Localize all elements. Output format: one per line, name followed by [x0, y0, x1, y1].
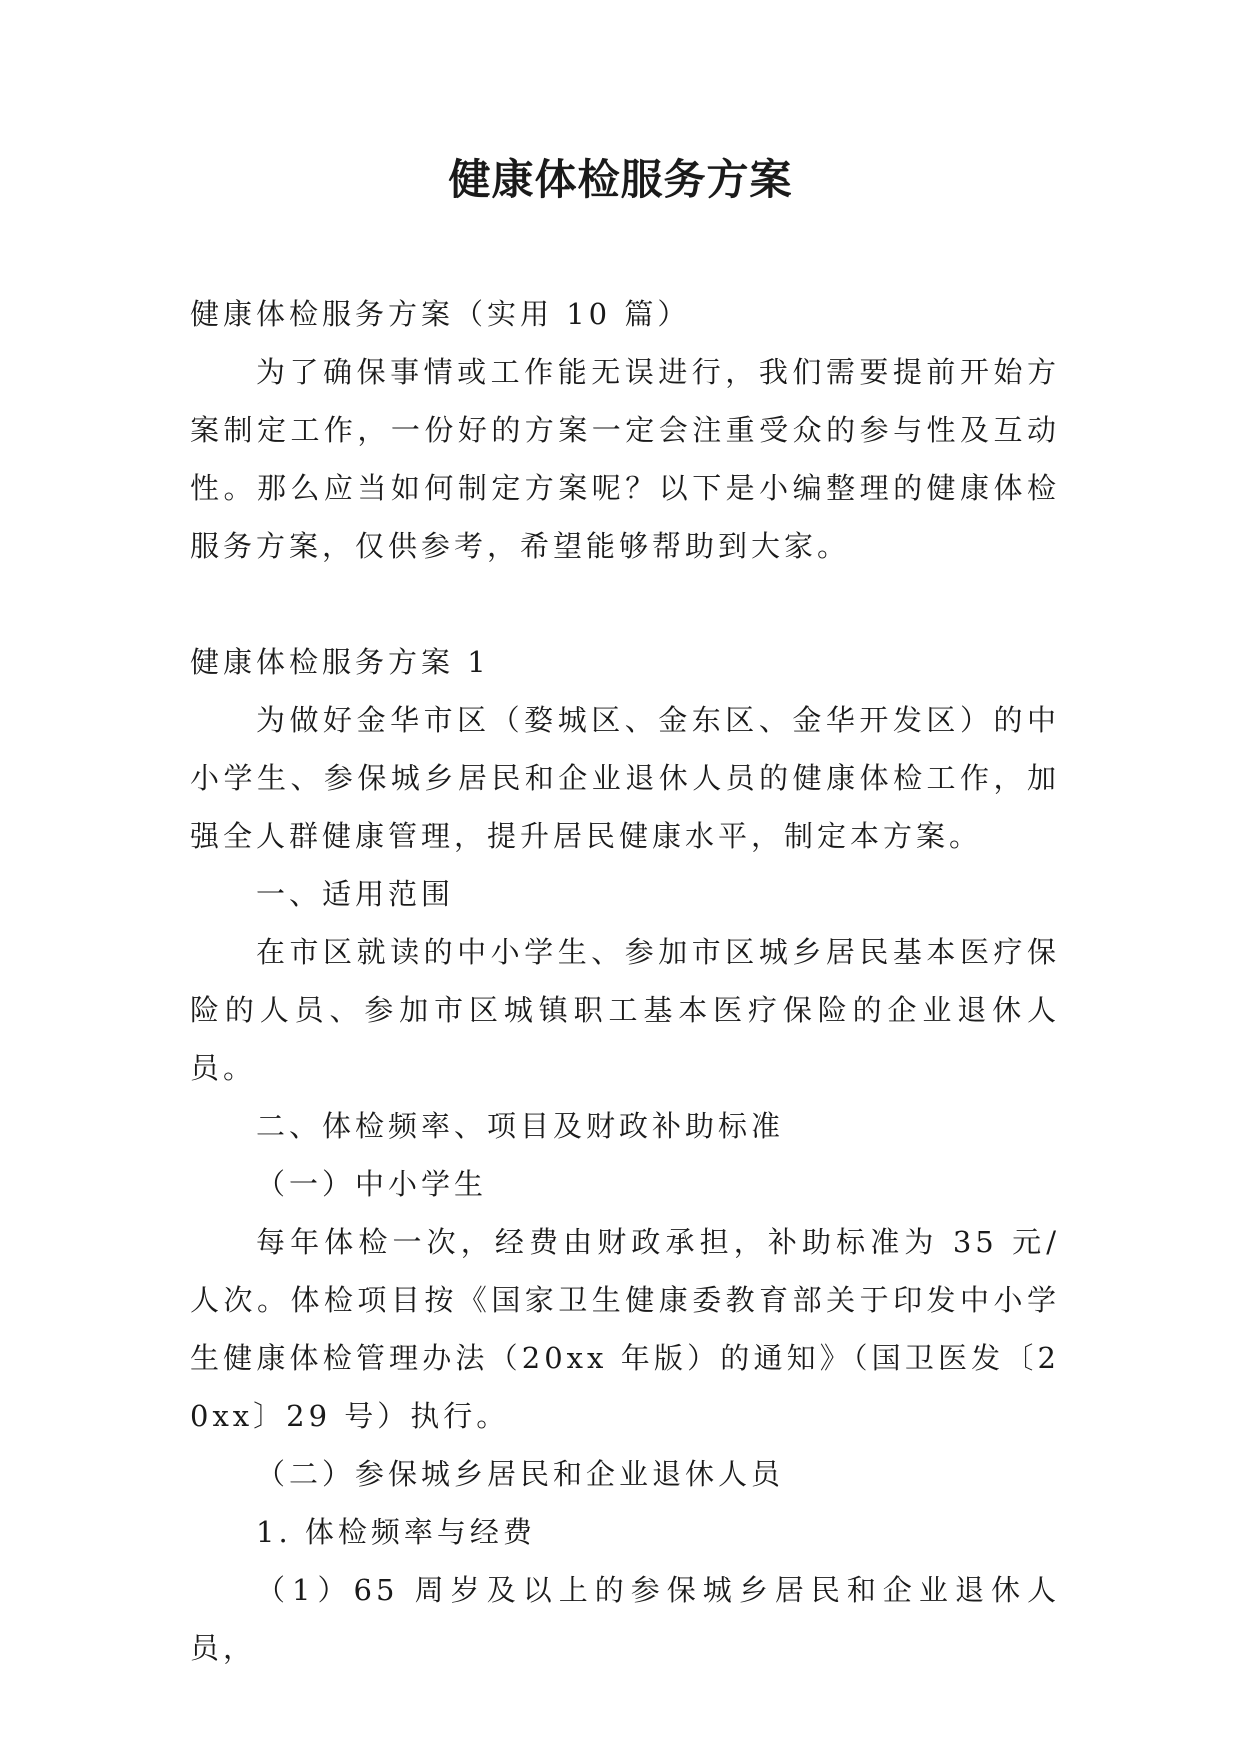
body-paragraph: 为做好金华市区（婺城区、金东区、金华开发区）的中小学生、参保城乡居民和企业退休人员的健康体检工作，加强全人群健康管理，提升居民健康水平，制定本方案。: [190, 703, 1060, 853]
section-subheading: （二）参保城乡居民和企业退休人员: [256, 1457, 785, 1491]
section-subheading: 二、体检频率、项目及财政补助标准: [256, 1109, 785, 1143]
section-heading: 健康体检服务方案 1: [190, 645, 490, 679]
body-paragraph: 每年体检一次，经费由财政承担，补助标准为 35 元/人次。体检项目按《国家卫生健康委教育部关于印发中小学生健康体检管理办法（20xx 年版）的通知》（国卫医发〔20xx〕29 号）执行。: [190, 1225, 1060, 1433]
section-subheading: 一、适用范围: [256, 877, 455, 911]
subtitle-paragraph: 健康体检服务方案（实用 10 篇）: [190, 297, 691, 331]
intro-paragraph: 为了确保事情或工作能无误进行，我们需要提前开始方案制定工作，一份好的方案一定会注重受众的参与性及互动性。那么应当如何制定方案呢？以下是小编整理的健康体检服务方案，仅供参考，希望能够帮助到大家。: [190, 355, 1060, 563]
paragraph-spacer: [190, 575, 1060, 633]
list-item: 1. 体检频率与经费: [256, 1515, 536, 1549]
document-body: [190, 285, 1060, 1677]
document-title: 健康体检服务方案: [448, 155, 793, 204]
section-subheading: （一）中小学生: [256, 1167, 488, 1201]
body-paragraph: 在市区就读的中小学生、参加市区城乡居民基本医疗保险的人员、参加市区城镇职工基本医疗保险的企业退休人员。: [190, 935, 1060, 1085]
list-item: （1）65 周岁及以上的参保城乡居民和企业退休人员，: [190, 1573, 1060, 1665]
